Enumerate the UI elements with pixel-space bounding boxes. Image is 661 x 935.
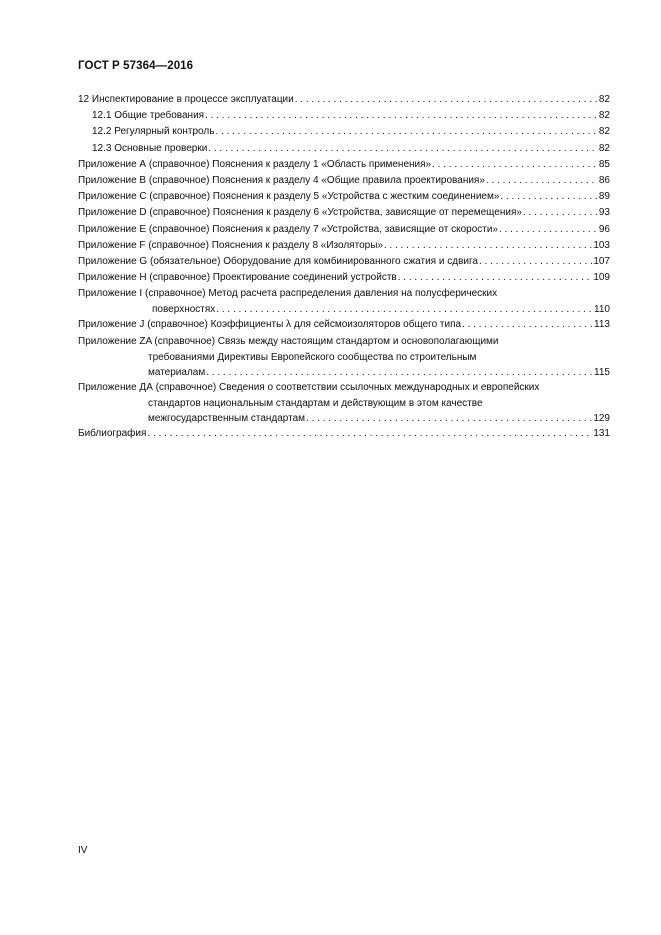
toc-entry-title: 12 Инспектирование в процессе эксплуатации	[78, 94, 294, 105]
toc-leader-dots	[208, 141, 598, 157]
toc-page-number: 115	[594, 366, 610, 378]
toc-entry-continuation	[78, 350, 610, 365]
toc-entry-title: Приложение I (справочное) Метод расчета распределения давления на полусферических	[78, 288, 498, 300]
toc-entry-line	[78, 286, 610, 302]
toc-entry	[78, 426, 610, 442]
toc-entry-line	[78, 108, 610, 124]
toc-entry-line	[78, 270, 610, 286]
toc-page-number: 103	[593, 239, 610, 251]
toc-page-number: 113	[594, 319, 610, 331]
toc-entry-line	[78, 205, 610, 221]
toc-entry	[78, 124, 610, 140]
table-of-contents	[78, 92, 610, 442]
toc-entry	[78, 286, 610, 317]
toc-page-number: 96	[598, 223, 610, 235]
toc-leader-dots	[398, 270, 593, 286]
toc-page-number: 82	[598, 94, 610, 105]
toc-page-number: 85	[598, 158, 610, 170]
toc-leader-dots	[523, 205, 598, 221]
toc-entry-continuation	[78, 365, 610, 380]
toc-leader-dots	[206, 365, 593, 380]
toc-leader-dots	[215, 124, 597, 140]
toc-entry	[78, 334, 610, 380]
toc-entry-title: Приложение С (справочное) Пояснения к разделу 5 «Устройства с жестким соединением»	[78, 191, 500, 203]
page-number: IV	[78, 845, 88, 856]
toc-entry	[78, 205, 610, 221]
toc-leader-dots	[479, 254, 592, 270]
toc-entry-line	[78, 334, 610, 350]
toc-leader-dots	[432, 157, 598, 173]
toc-leader-dots	[462, 317, 593, 333]
toc-entry	[78, 173, 610, 189]
toc-entry	[78, 141, 610, 157]
toc-entry-line	[78, 124, 610, 140]
toc-entry-line	[78, 426, 610, 442]
toc-entry-title: Приложение Н (справочное) Проектирование соединений устройств	[78, 272, 397, 284]
toc-entry-title: 12.3 Основные проверки	[92, 142, 208, 154]
toc-entry-title: Библиография	[78, 428, 147, 439]
toc-page-number: 129	[593, 413, 610, 424]
toc-entry-title: поверхностях	[152, 304, 216, 316]
toc-page-number: 93	[598, 207, 610, 219]
toc-entry-line	[78, 254, 610, 270]
toc-page-number: 131	[593, 428, 610, 439]
toc-page-number: 82	[598, 142, 610, 154]
toc-entry	[78, 380, 610, 426]
toc-entry-line	[78, 141, 610, 157]
toc-leader-dots	[384, 238, 592, 254]
toc-entry-continuation	[78, 302, 610, 317]
toc-page-number: 110	[594, 304, 610, 316]
toc-entry-title: требованиями Директивы Европейского сообщества по строительным	[148, 351, 477, 363]
toc-leader-dots	[216, 302, 593, 317]
toc-entry-line	[78, 222, 610, 238]
toc-entry-title: 12.2 Регулярный контроль	[92, 126, 215, 138]
toc-page-number: 89	[598, 191, 610, 203]
toc-entry	[78, 270, 610, 286]
toc-entry-continuation	[78, 396, 610, 411]
toc-entry-line	[78, 317, 610, 333]
toc-entry	[78, 157, 610, 173]
toc-leader-dots	[295, 92, 598, 108]
toc-leader-dots	[500, 189, 597, 205]
toc-entry-line	[78, 380, 610, 396]
toc-entry-title: Приложение F (справочное) Пояснения к разделу 8 «Изоляторы»	[78, 239, 383, 251]
toc-entry	[78, 254, 610, 270]
toc-entry-title: Приложение J (справочное) Коэффициенты λ для сейсмоизоляторов общего типа	[78, 319, 462, 331]
toc-entry-continuation	[78, 411, 610, 426]
toc-entry-title: стандартов национальным стандартам и действующим в этом качестве	[148, 398, 483, 409]
toc-leader-dots	[486, 173, 598, 189]
toc-entry	[78, 317, 610, 333]
toc-entry-line	[78, 189, 610, 205]
toc-page-number: 82	[598, 110, 610, 122]
toc-leader-dots	[499, 222, 598, 238]
toc-entry	[78, 238, 610, 254]
toc-entry	[78, 92, 610, 108]
toc-entry-title: Приложение А (справочное) Пояснения к разделу 1 «Область применения»	[78, 158, 432, 170]
toc-entry-title: материалам	[148, 366, 206, 378]
toc-entry	[78, 108, 610, 124]
toc-entry-line	[78, 157, 610, 173]
toc-entry-title: Приложение Е (справочное) Пояснения к разделу 7 «Устройства, зависящие от скорости»	[78, 223, 498, 235]
toc-entry-line	[78, 92, 610, 108]
toc-entry-title: Приложение D (справочное) Пояснения к разделу 6 «Устройства, зависящие от перемещения»	[78, 207, 522, 219]
toc-page-number: 109	[593, 272, 610, 284]
toc-entry	[78, 189, 610, 205]
toc-entry-title: Приложение G (обязательное) Оборудование для комбинированного сжатия и сдвига	[78, 255, 478, 267]
toc-entry-line	[78, 238, 610, 254]
toc-entry-title: Приложение ZA (справочное) Связь между настоящим стандартом и основополагающими	[78, 335, 499, 347]
toc-page-number: 86	[598, 174, 610, 186]
toc-entry-line	[78, 173, 610, 189]
toc-entry-title: межгосударственным стандартам	[148, 413, 306, 424]
toc-entry	[78, 222, 610, 238]
toc-entry-title: Приложение В (справочное) Пояснения к разделу 4 «Общие правила проектирования»	[78, 174, 485, 186]
toc-entry-title: Приложение ДА (справочное) Сведения о соответствии ссылочных международных и европейских	[78, 381, 540, 393]
toc-leader-dots	[306, 411, 592, 426]
toc-page-number: 82	[598, 126, 610, 138]
toc-leader-dots	[147, 426, 592, 442]
document-header: ГОСТ Р 57364—2016	[78, 60, 194, 72]
toc-entry-title: 12.1 Общие требования	[92, 110, 205, 122]
toc-page-number: 107	[593, 255, 610, 267]
toc-leader-dots	[205, 108, 598, 124]
